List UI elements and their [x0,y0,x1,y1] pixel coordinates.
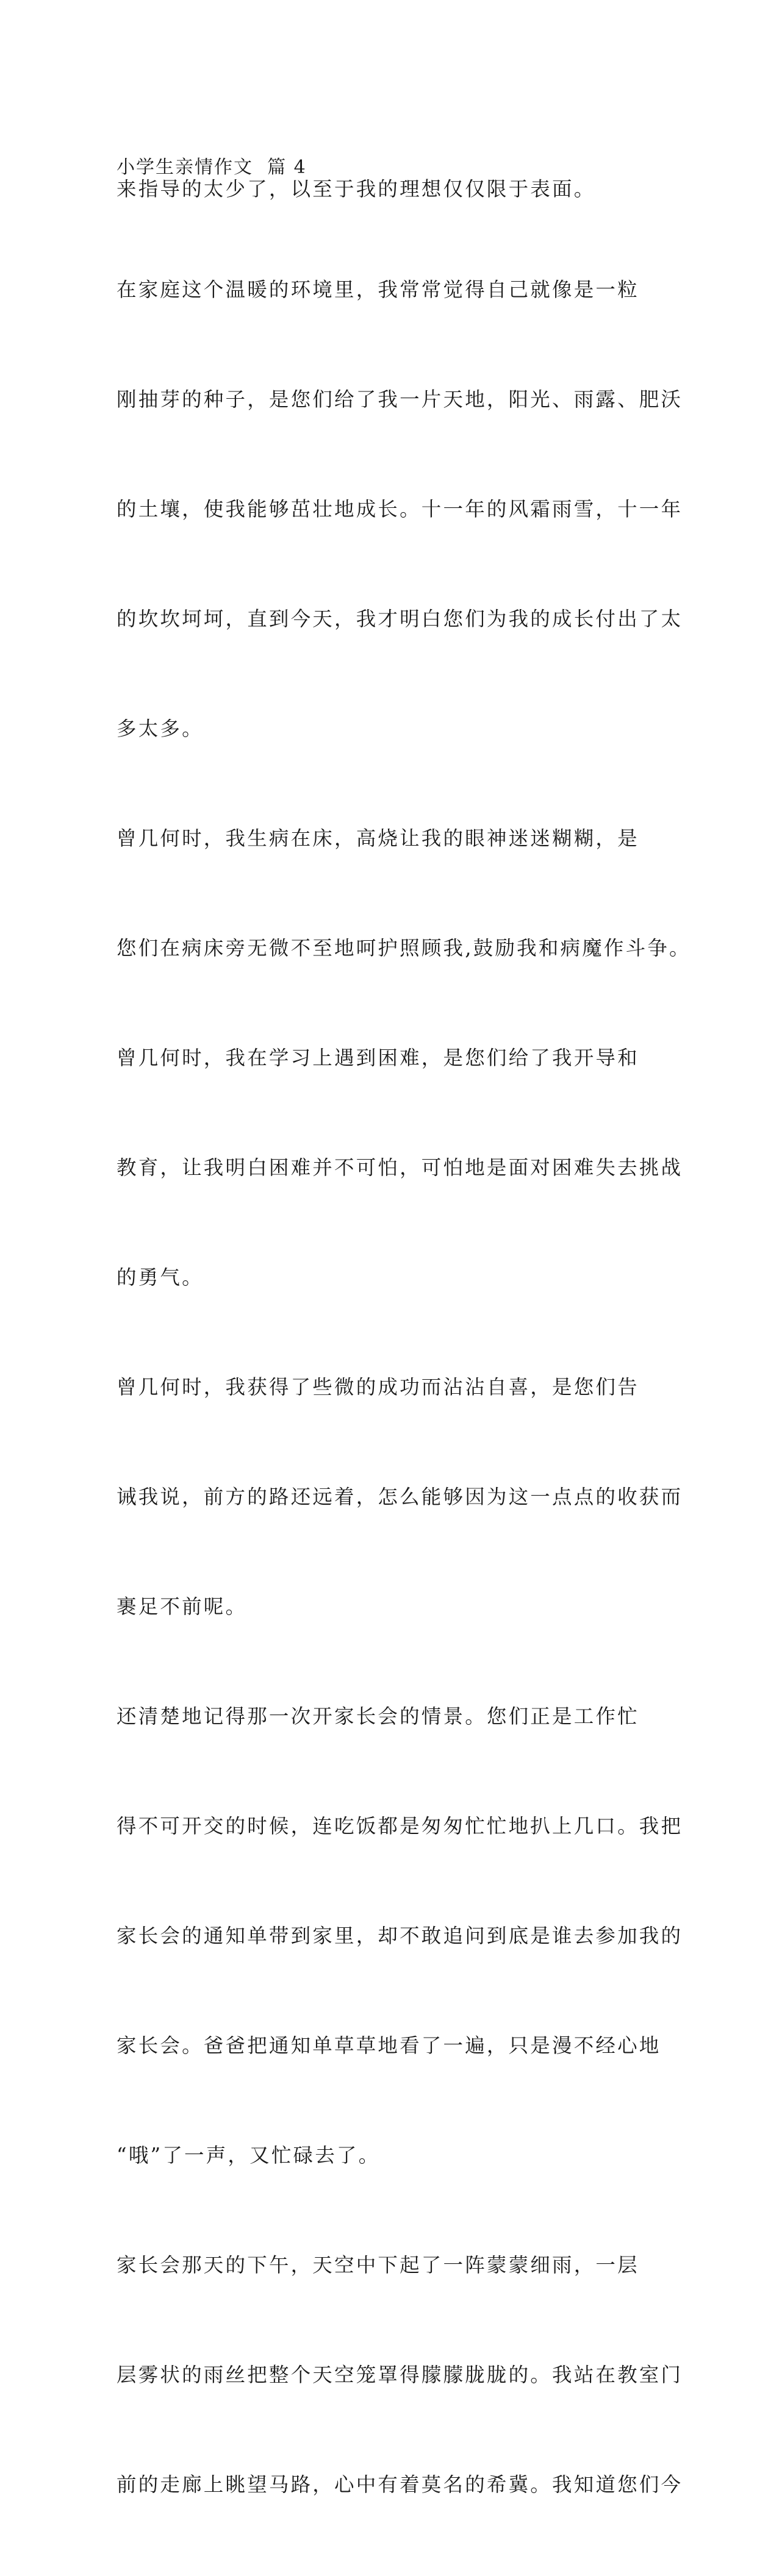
text-line: 家长会那天的下午，天空中下起了一阵蒙蒙细雨，一层 [117,2253,639,2277]
text-line: “哦”了一声，又忙碌去了。 [117,2144,381,2167]
text-line: 的坎坎坷坷，直到今天，我才明白您们为我的成长付出了太 [117,607,683,630]
text-line: 曾几何时，我在学习上遇到困难，是您们给了我开导和 [117,1046,639,1069]
text-line: 前的走廊上眺望马路，心中有着莫名的希冀。我知道您们今 [117,2473,683,2496]
text-line: 曾几何时，我生病在床，高烧让我的眼神迷迷糊糊，是 [117,827,639,850]
text-line: 还清楚地记得那一次开家长会的情景。您们正是工作忙 [117,1705,639,1728]
text-line: 家长会。爸爸把通知单草草地看了一遍，只是漫不经心地 [117,2034,661,2057]
text-line: 刚抽芽的种子，是您们给了我一片天地，阳光、雨露、肥沃 [117,388,683,411]
essay-body [117,198,691,2576]
text-line: 层雾状的雨丝把整个天空笼罩得朦朦胧胧的。我站在教室门 [117,2363,683,2386]
text-line: 裹足不前呢。 [117,1595,248,1618]
text-line: 曾几何时，我获得了些微的成功而沾沾自喜，是您们告 [117,1375,639,1399]
text-line: 诫我说，前方的路还远着，怎么能够因为这一点点的收获而 [117,1485,683,1508]
text-line: 在家庭这个温暖的环境里，我常常觉得自己就像是一粒 [117,278,639,301]
section-heading: 小学生亲情作文 篇 4 [117,157,307,178]
text-line: 的土壤，使我能够茁壮地成长。十一年的风霜雨雪，十一年 [117,498,683,521]
text-line: 您们在病床旁无微不至地呵护照顾我,鼓励我和病魔作斗争。 [117,937,691,960]
text-line: 教育，让我明白困难并不可怕，可怕地是面对困难失去挑战 [117,1156,683,1179]
text-line: 多太多。 [117,717,204,740]
text-line: 得不可开交的时候，连吃饭都是匆匆忙忙地扒上几口。我把 [117,1814,683,1838]
text-line: 的勇气。 [117,1266,204,1289]
text-line: 来指导的太少了，以至于我的理想仅仅限于表面。 [117,177,596,201]
text-line: 家长会的通知单带到家里，却不敢追问到底是谁去参加我的 [117,1924,683,1947]
